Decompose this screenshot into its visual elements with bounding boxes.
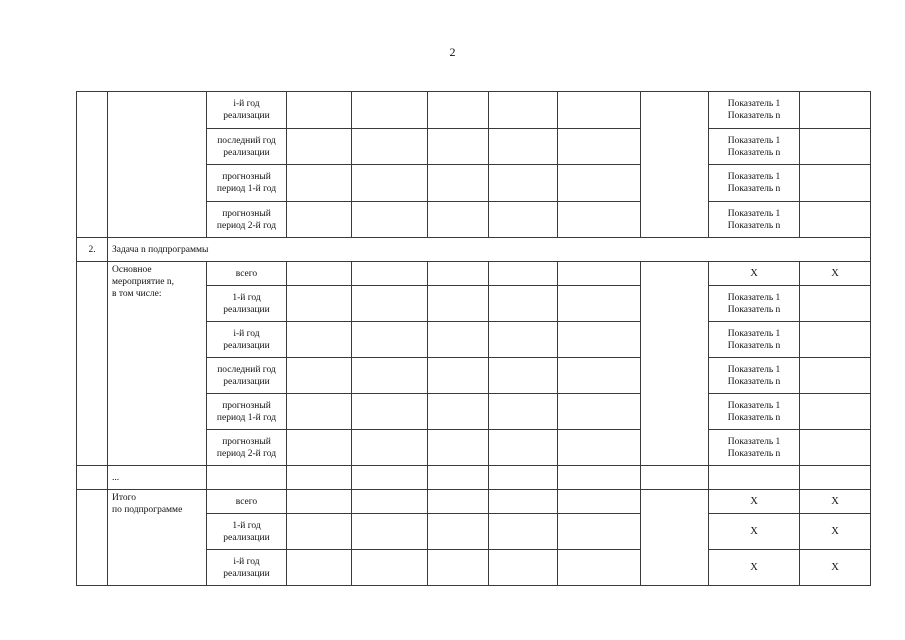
indicator-cell: Показатель 1 Показатель n (709, 358, 800, 394)
period-label-cell: i-й год реализации (207, 322, 287, 358)
x-mark-cell: X (800, 262, 871, 286)
period-label-cell: всего (207, 490, 287, 514)
period-label-cell: i-й год реализации (207, 92, 287, 129)
indicator-cell: Показатель 1 Показатель n (709, 322, 800, 358)
period-label-cell: i-й год реализации (207, 550, 287, 586)
subtotal-title: Итого по подпрограмме (108, 490, 207, 586)
indicator-cell: Показатель 1 Показатель n (709, 430, 800, 466)
merged-cell (641, 490, 709, 586)
period-label-cell: прогнозный период 2-й год (207, 430, 287, 466)
x-mark-cell: X (800, 550, 871, 586)
period-label-cell: последний год реализации (207, 129, 287, 165)
row-number-cell (77, 490, 108, 586)
period-label-cell: 1-й год реализации (207, 514, 287, 550)
table-row (77, 490, 871, 514)
indicator-cell: Показатель 1 Показатель n (709, 92, 800, 129)
x-mark-cell: X (709, 262, 800, 286)
x-mark-cell: X (709, 550, 800, 586)
merged-cell (641, 262, 709, 466)
indicator-cell: Показатель 1 Показатель n (709, 202, 800, 238)
task-number: 2. (77, 238, 108, 262)
ellipsis-row (77, 466, 871, 490)
row-number-cell (77, 92, 108, 238)
x-mark-cell: X (709, 514, 800, 550)
period-label-cell: 1-й год реализации (207, 286, 287, 322)
period-label-cell: последний год реализации (207, 358, 287, 394)
x-mark-cell: X (800, 514, 871, 550)
period-label-cell: прогнозный период 1-й год (207, 394, 287, 430)
period-label-cell: всего (207, 262, 287, 286)
task-row (77, 238, 871, 262)
indicator-cell: Показатель 1 Показатель n (709, 165, 800, 202)
indicator-cell: Показатель 1 Показатель n (709, 394, 800, 430)
ellipsis-cell: ... (108, 466, 207, 490)
subprogram-table (76, 91, 871, 586)
row-number-cell (77, 262, 108, 466)
indicator-cell: Показатель 1 Показатель n (709, 129, 800, 165)
period-label-cell: прогнозный период 1-й год (207, 165, 287, 202)
indicator-cell: Показатель 1 Показатель n (709, 286, 800, 322)
x-mark-cell: X (709, 490, 800, 514)
page-number: 2 (449, 45, 456, 59)
activity-title: Основное мероприятие n, в том числе: (108, 262, 207, 466)
period-label-cell: прогнозный период 2-й год (207, 202, 287, 238)
task-title: Задача n подпрограммы (108, 238, 871, 262)
merged-cell (641, 92, 709, 238)
table-row (77, 92, 871, 129)
table-row (77, 262, 871, 286)
x-mark-cell: X (800, 490, 871, 514)
activity-cell (108, 92, 207, 238)
